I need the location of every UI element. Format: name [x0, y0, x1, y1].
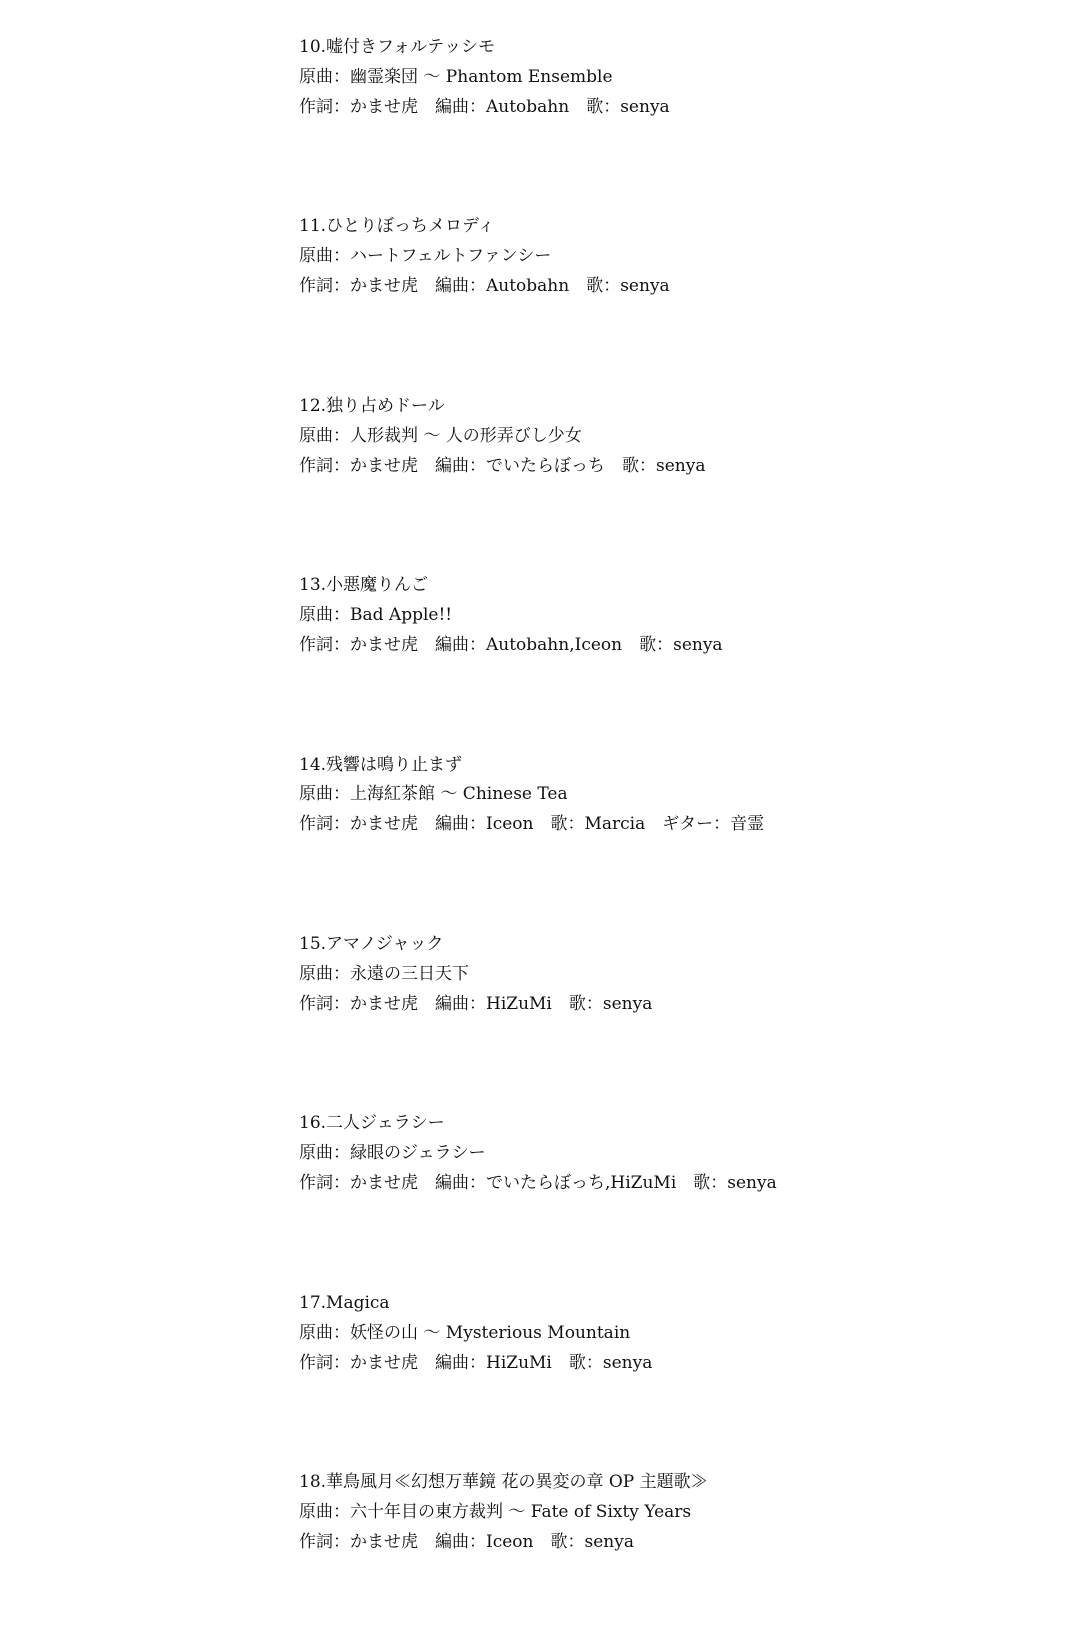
track-item: [299, 212, 1059, 391]
track-title: 15.アマノジャック: [299, 933, 444, 954]
track-original-song: 原曲：幽霊楽団 ～ Phantom Ensemble: [299, 66, 613, 87]
track-title: 13.小悪魔りんご: [299, 575, 429, 596]
track-credits: 作詞：かませ虎 編曲：でいたらぼっち,HiZuMi 歌：senya: [299, 1173, 777, 1194]
track-credits: 作詞：かませ虎 編曲：Autobahn,Iceon 歌：senya: [299, 634, 723, 655]
track-item: [299, 1468, 1059, 1647]
track-title: 17.Magica: [299, 1292, 390, 1313]
track-title: 16.二人ジェラシー: [299, 1113, 445, 1134]
track-credits: 作詞：かませ虎 編曲：HiZuMi 歌：senya: [299, 1352, 653, 1373]
track-original-song: 原曲：妖怪の山 ～ Mysterious Mountain: [299, 1322, 631, 1343]
track-original-song: 原曲：六十年目の東方裁判 ～ Fate of Sixty Years: [299, 1502, 692, 1523]
track-credits: 作詞：かませ虎 編曲：HiZuMi 歌：senya: [299, 993, 653, 1014]
track-title: 11.ひとりぼっちメロディ: [299, 216, 495, 237]
track-item: [299, 392, 1059, 571]
track-original-song: 原曲：永遠の三日天下: [299, 963, 469, 984]
track-original-song: 原曲：Bad Apple!!: [299, 605, 453, 626]
track-original-song: 原曲：ハートフェルトファンシー: [299, 246, 552, 267]
track-item: [299, 751, 1059, 930]
track-original-song: 原曲：上海紅茶館 ～ Chinese Tea: [299, 784, 568, 805]
track-item: [299, 1109, 1059, 1288]
track-credits: 作詞：かませ虎 編曲：Autobahn 歌：senya: [299, 96, 670, 117]
track-title: 18.華鳥風月≪幻想万華鏡 花の異変の章 OP 主題歌≫: [299, 1472, 708, 1493]
track-credits: 作詞：かませ虎 編曲：Autobahn 歌：senya: [299, 276, 670, 297]
track-credits: 作詞：かませ虎 編曲：でいたらぼっち 歌：senya: [299, 455, 706, 476]
track-credits: 作詞：かませ虎 編曲：Iceon 歌：Marcia ギター：音霊: [299, 814, 765, 835]
track-item: [299, 1289, 1059, 1468]
track-item: [299, 33, 1059, 212]
track-title: 10.嘘付きフォルテッシモ: [299, 37, 496, 57]
track-title: 12.独り占めドール: [299, 395, 445, 416]
track-item: [299, 930, 1059, 1109]
track-list: [299, 33, 1059, 1648]
track-title: 14.残響は鳴り止まず: [299, 754, 463, 775]
track-original-song: 原曲：人形裁判 ～ 人の形弄びし少女: [299, 425, 582, 446]
track-item: [299, 571, 1059, 750]
track-credits: 作詞：かませ虎 編曲：Iceon 歌：senya: [299, 1531, 634, 1552]
track-original-song: 原曲：緑眼のジェラシー: [299, 1143, 486, 1164]
